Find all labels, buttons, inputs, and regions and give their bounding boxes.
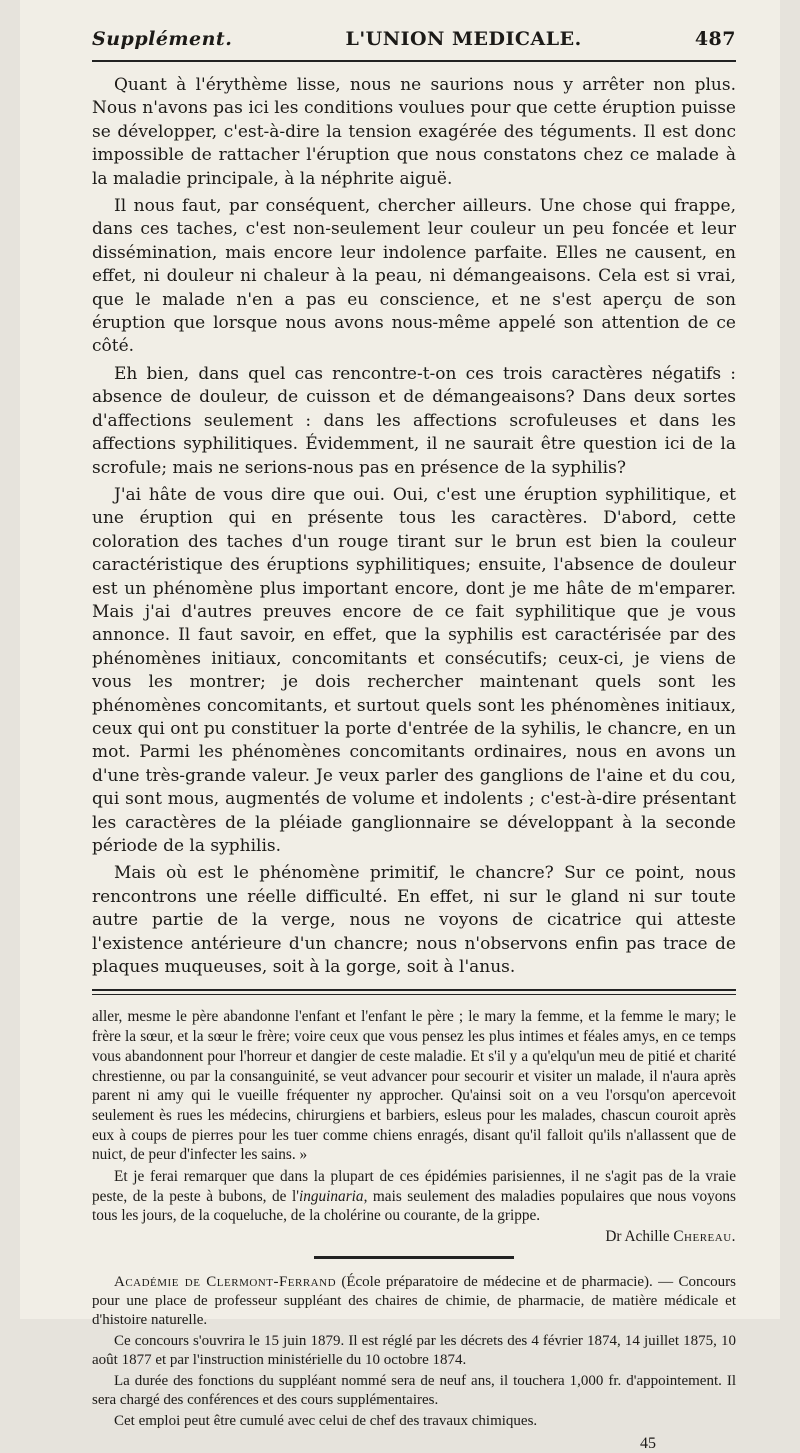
academy-name: Académie de Clermont-Ferrand: [114, 1274, 337, 1291]
article-paragraph: J'ai hâte de vous dire que oui. Oui, c'est une éruption syphilitique, et une éruption qui en présente tous les caractères. D'abord, cette coloration des taches d'un rouge tirant sur le brun est bien la couleur caractéristique des éruptions syphilitiques; ensuite, l'absence de douleur est un phénomène plus important encore, dont je me hâte de m'emparer. Mais j'ai d'autres preuves encore de ce fait syphilitique que je vous annonce. Il faut savoir, en effet, que la syphilis est caractérisée par des phénomènes initiaux, concomitants et consécutifs; ceux-ci, je viens de vous les montrer; je dois rechercher maintenant quels sont les phénomènes concomitants, et surtout quels sont les phénomènes initiaux, ceux qui ont pu constituer la porte d'entrée de la syhilis, le chancre, en un mot. Parmi les phénomènes concomitants ordinaires, nous en avons un d'une très-grande valeur. Je veux parler des ganglions de l'aine et du cou, qui sont mous, augmentés de volume et indolents ; c'est-à-dire présentant les caractères de la pléiade ganglionnaire se développant à la seconde période de la syphilis.: [92, 484, 736, 856]
journal-title: L'UNION MEDICALE.: [345, 28, 582, 50]
text-segment: , mais seulement des maladies populaires que nous voyons tous les jours, de la coqueluche, de la cholérine ou courante, de la grippe.: [92, 1187, 737, 1225]
section-divider: [314, 1256, 514, 1259]
feuilleton-paragraph: aller, mesme le père abandonne l'enfant et l'enfant le père ; le mary la femme, et la femme le mary; le frère la sœur, et la sœur le frère; voire ceux que vous pensez les plus intimes et féales amys, en ce temps vous abandonnent pour l'horreur et dangier de ceste maladie. Et s'il y a qu'elqu'un meu de pitié et charité chrestienne, ou par la consanguinité, se veut advancer pour secourir et visiter un malade, il n'aura après parent ni amy qui le vueille fréquenter ny approcher. Qu'ainsi soit on a veu l'orsqu'on apercevoit seulement ès rues les médecins, chirurgiens et barbiers, esleus pour les malades, chascun couroit après eux à coups de pierres pour les tuer comme chiens enragés, disant qu'il falloit qu'ils n'allassent que de nuict, de peur d'infecter les sains. »: [92, 1008, 736, 1164]
page-number: 487: [694, 28, 736, 50]
article-paragraph: Il nous faut, par conséquent, chercher ailleurs. Une chose qui frappe, dans ces taches, c'est non-seulement leur couleur un peu foncée et leur dissémination, mais encore leur indolence parfaite. Elles ne causent, en effet, ni douleur ni chaleur à la peau, ni démangeaisons. Cela est si vrai, que le malade n'en a pas eu conscience, et ne s'est aperçu de son éruption que lorsque nous avons nous-même appelé son attention de ce côté.: [92, 196, 736, 357]
article-paragraph: Mais où est le phénomène primitif, le chancre? Sur ce point, nous rencontrons une réelle difficulté. En effet, ni sur le gland ni sur toute autre partie de la verge, nous ne voyons de cicatrice qui atteste l'existence antérieure d'un chancre; nous n'observons enfin pas trace de plaques muqueuses, soit à la gorge, soit à l'anus.: [92, 863, 736, 978]
feuilleton-paragraph: [92, 1167, 736, 1226]
folio-number: 45: [640, 1435, 656, 1453]
article-body: [92, 74, 736, 979]
author-signature: Dr Achille Chereau.: [605, 1228, 736, 1246]
header-rule: [92, 60, 736, 62]
notice-paragraph: Cet emploi peut être cumulé avec celui de chef des travaux chimiques.: [114, 1413, 538, 1430]
article-paragraph: Eh bien, dans quel cas rencontre-t-on ces trois caractères négatifs : absence de douleur, de cuisson et de démangeaisons? Dans deux sortes d'affections seulement : dans les affections scrofuleuses et dans les affections syphilitiques. Évidemment, il ne saurait être question ici de la scrofule; mais ne serions-nous pas en présence de la syphilis?: [92, 363, 736, 478]
article-paragraph: Quant à l'érythème lisse, nous ne saurions nous y arrêter non plus. Nous n'avons pas ici les conditions voulues pour que cette éruption puisse se développer, c'est-à-dire la tension exagérée des téguments. Il est donc impossible de rattacher l'éruption que nous constatons chez ce malade à la maladie principale, à la néphrite aiguë.: [92, 75, 736, 189]
running-header: [92, 28, 736, 50]
notice-paragraph: Ce concours s'ouvrira le 15 juin 1879. Il est réglé par les décrets des 4 février 1874, 14 juillet 1875, 10 août 1877 et par l'instruction ministérielle du 10 octobre 1874.: [92, 1333, 736, 1369]
notice-paragraph: La durée des fonctions du suppléant nommé sera de neuf ans, il touchera 1,000 fr. d'appointement. Il sera chargé des conférences et des cours supplémentaires.: [92, 1373, 736, 1409]
feuilleton-divider: [92, 989, 736, 995]
section-label: Supplément.: [92, 28, 233, 50]
academy-notice: [92, 1273, 736, 1431]
journal-page: [20, 0, 780, 1453]
text-segment: Et je ferai remarquer que dans la plupart de ces épidémies parisiennes, il ne s'agit pas de la vraie peste, de la peste à bubons, de l': [92, 1168, 736, 1205]
feuilleton: [92, 1007, 736, 1246]
notice-heading: Académie de Clermont-Ferrand (École préparatoire de médecine et de pharmacie). — Concours pour une place de professeur suppléant des chaires de chimie, de pharmacie, de matière médicale et d'histoire naturelle.: [92, 1274, 736, 1329]
italic-term: inguinaria: [298, 1187, 364, 1205]
